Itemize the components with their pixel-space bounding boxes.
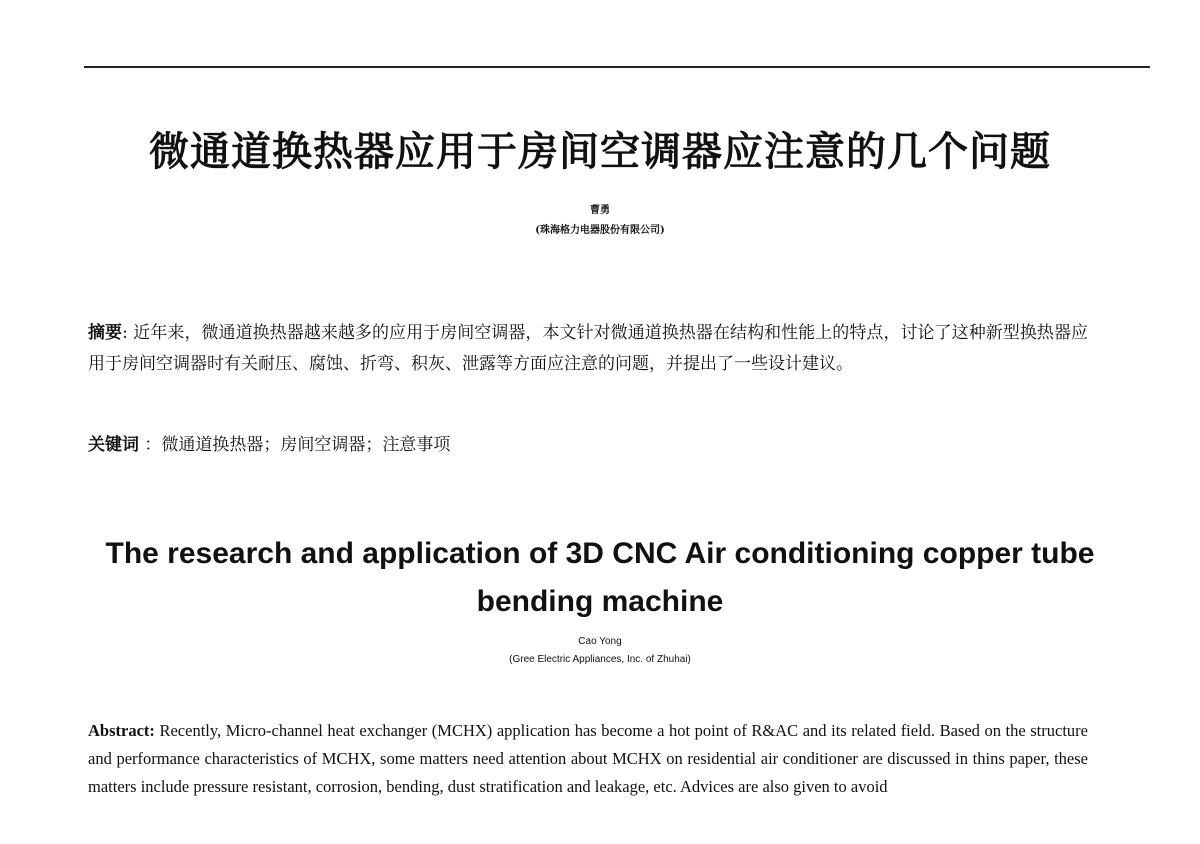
header-rule xyxy=(84,66,1150,68)
chinese-title: 微通道换热器应用于房间空调器应注意的几个问题 xyxy=(149,128,1051,175)
chinese-keywords xyxy=(88,430,1088,461)
english-abstract-label: Abstract: xyxy=(88,721,155,740)
chinese-abstract xyxy=(88,318,1088,380)
chinese-affiliation: (珠海格力电器股份有限公司) xyxy=(535,225,665,236)
english-title: The research and application of 3D CNC Air conditioning copper tube bending machine xyxy=(105,537,1095,618)
chinese-abstract-label: 摘要 xyxy=(88,323,123,343)
chinese-author: 曹勇 xyxy=(590,205,610,216)
chinese-keywords-text: ：微通道换热器；房间空调器；注意事项 xyxy=(139,435,451,455)
english-abstract xyxy=(88,717,1088,801)
chinese-keywords-label: 关键词 xyxy=(88,435,139,455)
english-affiliation: (Gree Electric Appliances, Inc. of Zhuhai) xyxy=(509,654,691,665)
english-author: Cao Yong xyxy=(578,636,622,647)
chinese-abstract-text: : 近年来，微通道换热器越来越多的应用于房间空调器，本文针对微通道换热器在结构和性能上的特点，讨论了这种新型换热器应用于房间空调器时有关耐压、腐蚀、折弯、积灰、泄露等方面应注意的问题，并提出了一些设计建议。 xyxy=(88,323,1088,374)
english-abstract-text: Recently, Micro-channel heat exchanger (MCHX) application has become a hot point of R&AC and its related field. Based on the structure and performance characteristics of MCHX, some matters need attention about MCHX on residential air conditioner are discussed in thins paper, these matters include pressure resistant, corrosion, bending, dust stratification and leakage, etc. Advices are also given to avoid xyxy=(88,721,1088,796)
